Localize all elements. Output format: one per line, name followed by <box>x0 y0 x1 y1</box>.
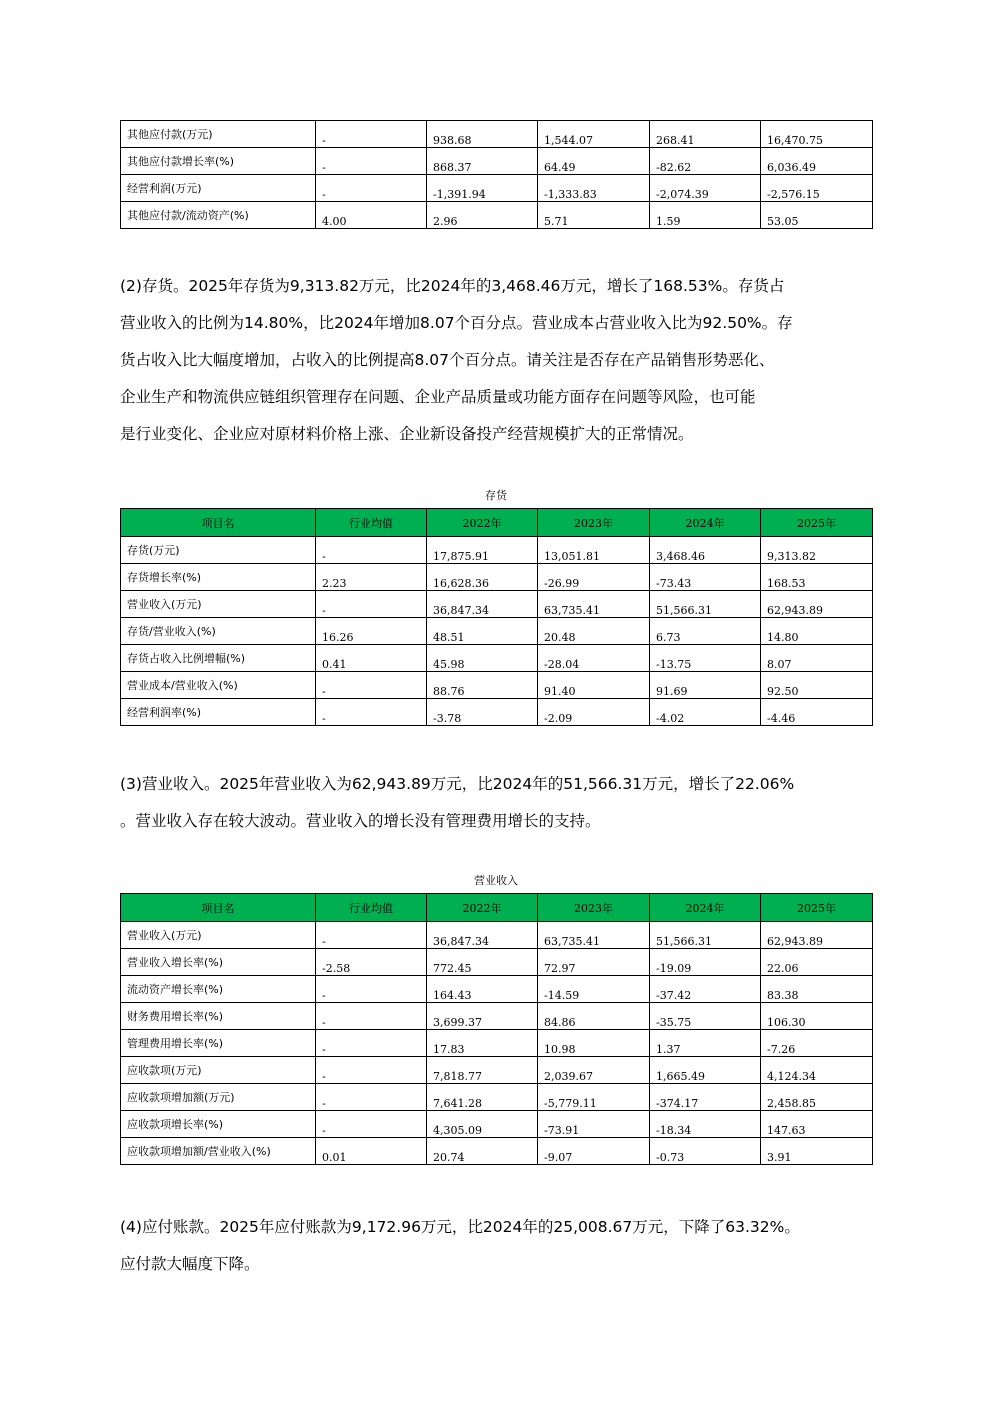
table-row <box>121 1057 873 1084</box>
column-header: 2023年 <box>538 509 650 537</box>
table-cell: 868.37 <box>427 148 538 175</box>
table-cell: 16.26 <box>316 618 427 645</box>
table-cell: -19.09 <box>650 949 761 976</box>
table-cell: 10.98 <box>538 1030 650 1057</box>
table-cell: 64.49 <box>538 148 650 175</box>
table-cell: -35.75 <box>650 1003 761 1030</box>
table-cell: 5.71 <box>538 202 650 229</box>
table-cell: -4.46 <box>761 699 873 726</box>
table-row <box>121 148 873 175</box>
table-cell: -82.62 <box>650 148 761 175</box>
paragraph-line: (2)存货。2025年存货为9,313.82万元，比2024年的3,468.46万元，增长了168.53%。存货占 <box>120 277 785 295</box>
table-cell: 20.48 <box>538 618 650 645</box>
table-cell: 51,566.31 <box>650 922 761 949</box>
table-cell: - <box>316 672 427 699</box>
row-label: 财务费用增长率(%) <box>121 1003 316 1030</box>
table-cell: -73.43 <box>650 564 761 591</box>
table-cell: -374.17 <box>650 1084 761 1111</box>
column-header: 2022年 <box>427 509 538 537</box>
table-cell: 16,470.75 <box>761 121 873 148</box>
table-cell: 1.37 <box>650 1030 761 1057</box>
table-row <box>121 564 873 591</box>
table-cell: 13,051.81 <box>538 537 650 564</box>
row-label: 管理费用增长率(%) <box>121 1030 316 1057</box>
table-cell: - <box>316 1030 427 1057</box>
row-label: 存货增长率(%) <box>121 564 316 591</box>
paragraph-line: 是行业变化、企业应对原材料价格上涨、企业新设备投产经营规模扩大的正常情况。 <box>120 425 694 443</box>
column-header: 行业均值 <box>316 894 427 922</box>
column-header: 项目名 <box>121 509 316 537</box>
table-cell: 91.69 <box>650 672 761 699</box>
table-cell: -14.59 <box>538 976 650 1003</box>
column-header: 2025年 <box>761 509 873 537</box>
table-cell: 2,458.85 <box>761 1084 873 1111</box>
paragraph-line: 。营业收入存在较大波动。营业收入的增长没有管理费用增长的支持。 <box>120 812 601 830</box>
table-cell: 0.01 <box>316 1138 427 1165</box>
column-header: 2024年 <box>650 509 761 537</box>
table-cell: 63,735.41 <box>538 922 650 949</box>
table-row <box>121 537 873 564</box>
table-cell: - <box>316 1084 427 1111</box>
table-cell: - <box>316 922 427 949</box>
inventory-table-caption: 存货 <box>485 489 507 502</box>
table-cell: 17,875.91 <box>427 537 538 564</box>
table-cell: - <box>316 148 427 175</box>
row-label: 存货占收入比例增幅(%) <box>121 645 316 672</box>
revenue-table <box>120 893 873 1165</box>
table-cell: -1,333.83 <box>538 175 650 202</box>
table-cell: - <box>316 121 427 148</box>
payables-paragraph <box>120 1209 880 1283</box>
table-cell: 62,943.89 <box>761 922 873 949</box>
revenue-paragraph <box>120 766 880 840</box>
table-cell: - <box>316 591 427 618</box>
table-cell: 1,544.07 <box>538 121 650 148</box>
table-cell: 36,847.34 <box>427 922 538 949</box>
row-label: 营业收入(万元) <box>121 591 316 618</box>
table-cell: -2.58 <box>316 949 427 976</box>
row-label: 经营利润(万元) <box>121 175 316 202</box>
row-label: 应收款项增加额/营业收入(%) <box>121 1138 316 1165</box>
table-cell: 17.83 <box>427 1030 538 1057</box>
row-label: 营业收入增长率(%) <box>121 949 316 976</box>
paragraph-line: (3)营业收入。2025年营业收入为62,943.89万元，比2024年的51,566.31万元，增长了22.06% <box>120 775 795 793</box>
paragraph-line: (4)应付账款。2025年应付账款为9,172.96万元，比2024年的25,008.67万元，下降了63.32%。 <box>120 1218 800 1236</box>
table-cell: -13.75 <box>650 645 761 672</box>
table-cell: -26.99 <box>538 564 650 591</box>
table-cell: 88.76 <box>427 672 538 699</box>
row-label: 流动资产增长率(%) <box>121 976 316 1003</box>
table-row <box>121 699 873 726</box>
table-cell: 7,641.28 <box>427 1084 538 1111</box>
table-cell: 48.51 <box>427 618 538 645</box>
row-label: 营业收入(万元) <box>121 922 316 949</box>
paragraph-line: 企业生产和物流供应链组织管理存在问题、企业产品质量或功能方面存在问题等风险，也可能 <box>120 388 756 406</box>
table-row <box>121 121 873 148</box>
table-cell: - <box>316 1111 427 1138</box>
table-cell: - <box>316 1003 427 1030</box>
paragraph-line: 货占收入比大幅度增加，占收入的比例提高8.07个百分点。请关注是否存在产品销售形势恶化、 <box>120 351 775 369</box>
paragraph-line: 应付款大幅度下降。 <box>120 1255 260 1273</box>
column-header: 2023年 <box>538 894 650 922</box>
table-cell: 7,818.77 <box>427 1057 538 1084</box>
table-cell: 92.50 <box>761 672 873 699</box>
table-cell: 6.73 <box>650 618 761 645</box>
table-cell: 8.07 <box>761 645 873 672</box>
table-cell: 36,847.34 <box>427 591 538 618</box>
table-cell: 9,313.82 <box>761 537 873 564</box>
table-cell: -0.73 <box>650 1138 761 1165</box>
table-cell: - <box>316 1057 427 1084</box>
paragraph-line: 营业收入的比例为14.80%，比2024年增加8.07个百分点。营业成本占营业收入比为92.50%。存 <box>120 314 793 332</box>
other-payables-table <box>120 120 873 229</box>
table-cell: 3,468.46 <box>650 537 761 564</box>
table-cell: 72.97 <box>538 949 650 976</box>
table-row <box>121 618 873 645</box>
table-cell: 45.98 <box>427 645 538 672</box>
column-header: 2025年 <box>761 894 873 922</box>
row-label: 其他应付款(万元) <box>121 121 316 148</box>
table-cell: 2.96 <box>427 202 538 229</box>
table-cell: 14.80 <box>761 618 873 645</box>
table-row <box>121 1084 873 1111</box>
table-cell: -18.34 <box>650 1111 761 1138</box>
table-cell: 84.86 <box>538 1003 650 1030</box>
inventory-table <box>120 508 873 726</box>
column-header: 2022年 <box>427 894 538 922</box>
column-header: 2024年 <box>650 894 761 922</box>
table-cell: 268.41 <box>650 121 761 148</box>
table-cell: 2.23 <box>316 564 427 591</box>
table-cell: -2,576.15 <box>761 175 873 202</box>
table-cell: -73.91 <box>538 1111 650 1138</box>
table-cell: 147.63 <box>761 1111 873 1138</box>
row-label: 营业成本/营业收入(%) <box>121 672 316 699</box>
table-row <box>121 672 873 699</box>
table-row <box>121 1138 873 1165</box>
table-cell: - <box>316 537 427 564</box>
table-cell: -37.42 <box>650 976 761 1003</box>
table-cell: -1,391.94 <box>427 175 538 202</box>
column-header: 项目名 <box>121 894 316 922</box>
table-row <box>121 1003 873 1030</box>
table-cell: 63,735.41 <box>538 591 650 618</box>
table-cell: -5,779.11 <box>538 1084 650 1111</box>
table-row <box>121 175 873 202</box>
table-cell: -9.07 <box>538 1138 650 1165</box>
table-cell: 938.68 <box>427 121 538 148</box>
row-label: 存货(万元) <box>121 537 316 564</box>
row-label: 应收款项增长率(%) <box>121 1111 316 1138</box>
table-cell: -2.09 <box>538 699 650 726</box>
row-label: 经营利润率(%) <box>121 699 316 726</box>
table-cell: 6,036.49 <box>761 148 873 175</box>
table-cell: 4,305.09 <box>427 1111 538 1138</box>
table-row <box>121 949 873 976</box>
table-row <box>121 645 873 672</box>
row-label: 应收款项(万元) <box>121 1057 316 1084</box>
table-cell: 168.53 <box>761 564 873 591</box>
table-cell: -3.78 <box>427 699 538 726</box>
table-cell: 4,124.34 <box>761 1057 873 1084</box>
inventory-paragraph <box>120 268 880 453</box>
table-cell: 1,665.49 <box>650 1057 761 1084</box>
table-cell: 0.41 <box>316 645 427 672</box>
table-row <box>121 922 873 949</box>
table-cell: -7.26 <box>761 1030 873 1057</box>
row-label: 其他应付款增长率(%) <box>121 148 316 175</box>
table-cell: 51,566.31 <box>650 591 761 618</box>
row-label: 存货/营业收入(%) <box>121 618 316 645</box>
table-cell: 83.38 <box>761 976 873 1003</box>
table-cell: - <box>316 976 427 1003</box>
table-cell: 91.40 <box>538 672 650 699</box>
table-cell: -2,074.39 <box>650 175 761 202</box>
table-cell: - <box>316 175 427 202</box>
table-row <box>121 976 873 1003</box>
table-row <box>121 591 873 618</box>
row-label: 其他应付款/流动资产(%) <box>121 202 316 229</box>
row-label: 应收款项增加额(万元) <box>121 1084 316 1111</box>
table-row <box>121 202 873 229</box>
table-row <box>121 1030 873 1057</box>
table-cell: 3,699.37 <box>427 1003 538 1030</box>
table-cell: 4.00 <box>316 202 427 229</box>
revenue-table-caption: 营业收入 <box>474 874 518 887</box>
table-cell: 3.91 <box>761 1138 873 1165</box>
table-row <box>121 1111 873 1138</box>
table-cell: - <box>316 699 427 726</box>
table-cell: 1.59 <box>650 202 761 229</box>
table-cell: -28.04 <box>538 645 650 672</box>
table-cell: 106.30 <box>761 1003 873 1030</box>
table-cell: 16,628.36 <box>427 564 538 591</box>
table-cell: 22.06 <box>761 949 873 976</box>
table-cell: 164.43 <box>427 976 538 1003</box>
table-cell: 772.45 <box>427 949 538 976</box>
column-header: 行业均值 <box>316 509 427 537</box>
table-cell: 20.74 <box>427 1138 538 1165</box>
table-cell: 2,039.67 <box>538 1057 650 1084</box>
table-cell: -4.02 <box>650 699 761 726</box>
table-cell: 62,943.89 <box>761 591 873 618</box>
table-cell: 53.05 <box>761 202 873 229</box>
